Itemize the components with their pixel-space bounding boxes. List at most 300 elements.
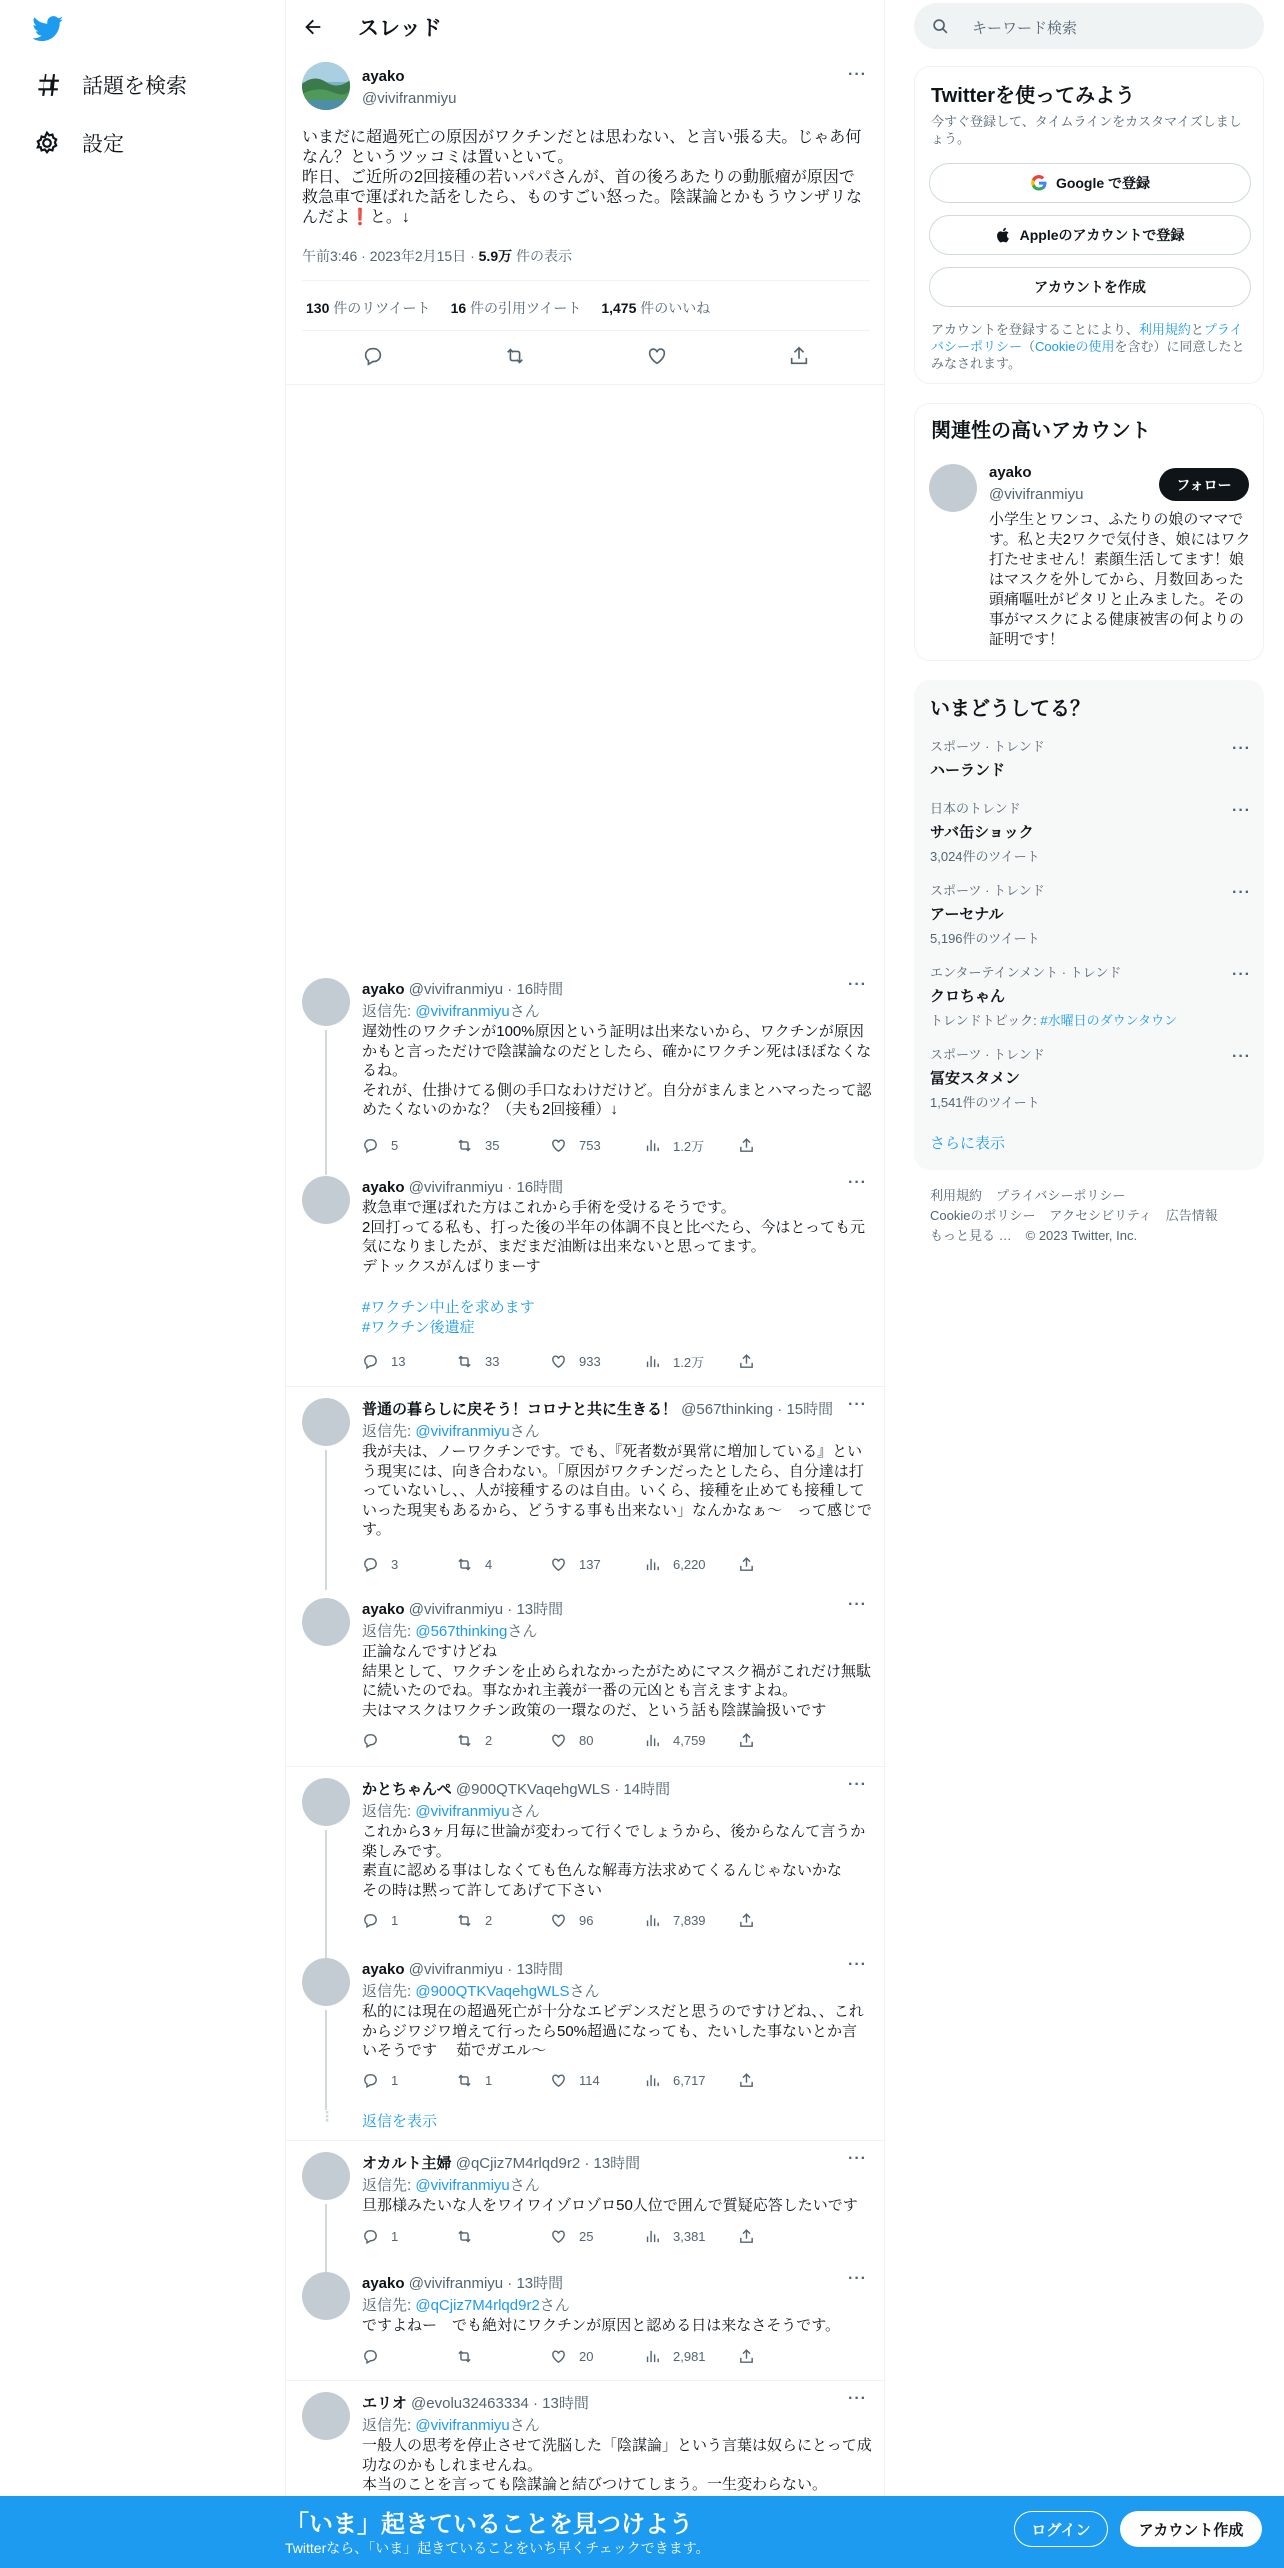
avatar[interactable] bbox=[302, 978, 350, 1026]
reply-actions bbox=[362, 2228, 832, 2245]
replying-to bbox=[362, 1420, 540, 1441]
reply-icon bbox=[362, 1353, 379, 1370]
likes-label: 件のいいね bbox=[636, 300, 711, 316]
like-count: 114 bbox=[579, 2073, 600, 2088]
divider bbox=[302, 330, 870, 331]
like-button[interactable] bbox=[550, 1136, 644, 1155]
reply-author-name[interactable]: エリオ bbox=[362, 2395, 407, 2412]
twitter-logo-icon[interactable] bbox=[32, 16, 64, 42]
main-column bbox=[285, 0, 885, 2568]
like-icon bbox=[550, 2348, 567, 2365]
more-icon[interactable]: ··· bbox=[848, 2150, 867, 2167]
trend-category: 日本のトレンド bbox=[930, 801, 1021, 816]
views-button[interactable] bbox=[644, 2348, 738, 2365]
replying-suffix: さん bbox=[539, 2297, 570, 2314]
views-button[interactable] bbox=[644, 2072, 738, 2089]
chart-icon bbox=[644, 2228, 661, 2245]
quotes-count: 16 bbox=[450, 300, 467, 316]
author-handle[interactable]: @vivifranmiyu bbox=[362, 90, 457, 107]
divider bbox=[286, 2140, 886, 2141]
replying-to-link[interactable]: @567thinking bbox=[415, 1623, 508, 1640]
reply-header bbox=[362, 1958, 563, 1979]
like-icon bbox=[550, 1137, 567, 1154]
reply-tweet[interactable] bbox=[286, 2392, 886, 2496]
reply-author-name[interactable]: ayako bbox=[362, 1961, 405, 1978]
privacy-link[interactable]: プライバシーポリシー bbox=[931, 322, 1243, 354]
reply-button[interactable] bbox=[362, 1912, 456, 1929]
trends-title: いまどうしてる？ bbox=[930, 698, 1090, 720]
share-icon bbox=[738, 2228, 755, 2245]
thread-header bbox=[286, 0, 884, 53]
like-icon[interactable] bbox=[646, 345, 668, 367]
avatar[interactable] bbox=[302, 2272, 350, 2320]
search-icon bbox=[932, 18, 949, 35]
reply-author-name[interactable]: かとちゃんぺ bbox=[362, 1781, 452, 1798]
quotes-label: 件の引用ツイート bbox=[466, 300, 582, 316]
retweet-count: 1 bbox=[485, 2073, 493, 2088]
reply-author-name[interactable]: 普通の暮らしに戻そう！コロナと共に生きる！ bbox=[362, 1401, 678, 1418]
avatar[interactable] bbox=[302, 1176, 350, 1224]
likes-count: 1,475 bbox=[601, 300, 637, 316]
likes-stat[interactable] bbox=[601, 298, 710, 318]
avatar[interactable] bbox=[302, 2392, 350, 2440]
reply-text: 旦那様みたいな人をワイワイゾロゾロ50人位で囲んで質疑応答したいです bbox=[362, 2197, 858, 2214]
replying-suffix: さん bbox=[507, 1623, 538, 1640]
reply-meta[interactable]: @evolu32463334 · 13時間 bbox=[406, 2395, 589, 2412]
chart-icon bbox=[644, 1353, 661, 1370]
like-icon bbox=[550, 1556, 567, 1573]
reply-meta[interactable]: @567thinking · 15時間 bbox=[677, 1401, 834, 1418]
share-button[interactable] bbox=[738, 1352, 832, 1371]
footer-link[interactable]: Cookieのポリシー bbox=[930, 1208, 1036, 1223]
apple-signup-button[interactable] bbox=[929, 215, 1251, 255]
signup-button[interactable]: アカウント作成 bbox=[1120, 2511, 1262, 2547]
trend-name: アーセナル bbox=[930, 906, 1004, 923]
reply-header bbox=[362, 2392, 589, 2413]
more-icon[interactable]: ··· bbox=[848, 1396, 867, 1413]
retweet-count: 2 bbox=[485, 1733, 493, 1748]
avatar[interactable] bbox=[302, 1778, 350, 1826]
terms-text: アカウントを登録することにより、 bbox=[931, 322, 1139, 337]
more-icon[interactable]: ··· bbox=[848, 1776, 867, 1793]
trend-category: スポーツ · トレンド bbox=[930, 739, 1045, 754]
reply-text: 遅効性のワクチンが100%原因という証明は出来ないから、ワクチンが原因かもと言っただけで陰謀論なのだとしたら、確かにワクチン死はほぼなくなるね。 それが、仕掛けてる側の手口なわけだけど。自分がまんまとハマったって認めたくないのかな？（夫も2回接種）↓ bbox=[362, 1023, 872, 1118]
share-icon bbox=[738, 2072, 755, 2089]
footer-link[interactable]: プライバシーポリシー bbox=[996, 1188, 1126, 1203]
like-button[interactable] bbox=[550, 2348, 644, 2365]
retweet-icon bbox=[456, 2228, 473, 2245]
reply-meta[interactable]: @vivifranmiyu · 13時間 bbox=[404, 2275, 564, 2292]
create-account-label: アカウントを作成 bbox=[1034, 279, 1146, 295]
view-count: 6,717 bbox=[673, 2073, 706, 2088]
replying-to bbox=[362, 1980, 600, 2001]
trend-item[interactable] bbox=[930, 880, 1250, 947]
views-count: 5.9万 bbox=[478, 248, 513, 264]
more-icon[interactable]: ··· bbox=[1232, 802, 1251, 819]
more-icon[interactable]: ··· bbox=[1232, 966, 1251, 983]
chart-icon bbox=[644, 1732, 661, 1749]
more-icon[interactable]: ··· bbox=[848, 66, 867, 83]
author-name[interactable]: ayako bbox=[362, 68, 405, 85]
reply-tweet[interactable] bbox=[286, 2272, 886, 2372]
reply-count: 1 bbox=[391, 1913, 399, 1928]
reply-tweet[interactable] bbox=[286, 1778, 886, 1938]
reply-button[interactable] bbox=[362, 2348, 456, 2365]
trend-topic-label: トレンドトピック: bbox=[930, 1013, 1041, 1028]
like-count: 753 bbox=[579, 1138, 601, 1153]
more-icon[interactable]: ··· bbox=[848, 2390, 867, 2407]
view-count: 4,759 bbox=[673, 1733, 706, 1748]
view-count: 6,220 bbox=[673, 1557, 706, 1572]
like-button[interactable] bbox=[550, 2228, 644, 2245]
trend-name: ハーランド bbox=[930, 762, 1006, 779]
replying-suffix: さん bbox=[509, 2417, 540, 2434]
avatar[interactable] bbox=[302, 1398, 350, 1446]
quotes-stat[interactable] bbox=[451, 298, 582, 318]
trend-count: 3,024件のツイート bbox=[930, 849, 1040, 864]
related-name[interactable]: ayako bbox=[989, 464, 1032, 481]
share-icon[interactable] bbox=[788, 345, 810, 367]
tweet-text: いまだに超過死亡の原因がワクチンだとは思わない、と言い張る夫。じゃあ何なん？というツッコミは置いといて。 昨日、ご近所の2回接種の若いパパさんが、首の後ろあたりの動脈瘤が原因で救急車で運ばれた話をしたら、ものすごい怒った。陰謀論とかもうウンザリなんだよ❗️と。↓ bbox=[302, 129, 863, 226]
reply-author-name[interactable]: ayako bbox=[362, 1179, 405, 1196]
tweet-stats bbox=[306, 298, 710, 318]
search-input[interactable]: キーワード検索 bbox=[972, 20, 1078, 37]
like-count: 20 bbox=[579, 2349, 594, 2364]
replying-label: 返信先: bbox=[362, 2297, 416, 2314]
footer-link[interactable]: 利用規約 bbox=[930, 1188, 983, 1203]
reply-meta[interactable]: @vivifranmiyu · 13時間 bbox=[404, 1601, 564, 1618]
reply-text: 一般人の思考を停止させて洗脳した「陰謀論」という言葉は奴らにとって成功なのかもしれませんね。 本当のことを言っても陰謀論と結びつけてしまう。一生変わらない。 bbox=[362, 2437, 872, 2493]
trend-category: スポーツ · トレンド bbox=[930, 883, 1045, 898]
replying-to bbox=[362, 2414, 540, 2435]
reply-icon bbox=[362, 1912, 379, 1929]
more-icon[interactable]: ··· bbox=[1232, 884, 1251, 901]
signup-card bbox=[914, 66, 1264, 384]
google-icon bbox=[1030, 174, 1048, 192]
retweet-icon bbox=[456, 1912, 473, 1929]
reply-author-name[interactable]: ayako bbox=[362, 1601, 405, 1618]
retweets-stat[interactable] bbox=[306, 298, 431, 318]
retweet-icon bbox=[456, 2072, 473, 2089]
bottom-bar-title: 「いま」起きていることを見つけよう bbox=[285, 2511, 693, 2538]
tweet-actions bbox=[302, 345, 870, 367]
reply-tweet[interactable] bbox=[286, 978, 886, 1168]
tweet-time[interactable]: 午前3:46 · 2023年2月15日 · bbox=[302, 248, 479, 264]
reply-icon bbox=[362, 2228, 379, 2245]
trend-count: 1,541件のツイート bbox=[930, 1095, 1040, 1110]
bottom-bar-subtitle: Twitterなら、「いま」起きていることをいち早くチェックできます。 bbox=[285, 2540, 710, 2556]
reply-count: 5 bbox=[391, 1138, 399, 1153]
replying-suffix: さん bbox=[509, 2177, 540, 2194]
like-icon bbox=[550, 1912, 567, 1929]
search-box[interactable] bbox=[914, 3, 1264, 49]
replying-suffix: さん bbox=[509, 1423, 540, 1440]
create-account-button[interactable] bbox=[929, 267, 1251, 307]
hashtags bbox=[362, 1298, 535, 1337]
replying-to-link[interactable]: @vivifranmiyu bbox=[415, 1423, 510, 1440]
replying-suffix: さん bbox=[569, 1983, 600, 2000]
gear-icon bbox=[34, 130, 60, 156]
replying-to-link[interactable]: @900QTKVaqehgWLS bbox=[415, 1983, 570, 2000]
like-count: 96 bbox=[579, 1913, 594, 1928]
replying-label: 返信先: bbox=[362, 1003, 416, 1020]
reply-text: 救急車で運ばれた方はこれから手術を受けるそうです。 2回打ってる私も、打った後の半年の体調不良と比べたら、今はとっても元気になりましたが、まだまだ油断は出来ないと思ってます。 デトックスがんばりまーす bbox=[362, 1199, 866, 1275]
login-button[interactable]: ログイン bbox=[1014, 2511, 1108, 2547]
reply-header bbox=[362, 978, 563, 999]
chart-icon bbox=[644, 1137, 661, 1154]
avatar[interactable] bbox=[929, 464, 977, 512]
like-icon bbox=[550, 2228, 567, 2245]
views-button[interactable] bbox=[644, 2228, 738, 2245]
left-nav bbox=[0, 0, 285, 2568]
replying-to bbox=[362, 2294, 570, 2315]
footer-link[interactable]: アクセシビリティ bbox=[1049, 1208, 1152, 1223]
replying-to-link[interactable]: @vivifranmiyu bbox=[415, 1803, 510, 1820]
share-button[interactable] bbox=[738, 1912, 832, 1929]
reply-text: ですよねー でも絶対にワクチンが原因と認める日は来なさそうです。 bbox=[362, 2317, 841, 2334]
retweet-button[interactable] bbox=[456, 2228, 550, 2245]
share-button[interactable] bbox=[738, 1556, 832, 1573]
footer-link[interactable]: 広告情報 bbox=[1165, 1208, 1218, 1223]
terms-text: と bbox=[1190, 322, 1204, 337]
reply-button[interactable] bbox=[362, 1556, 456, 1573]
avatar[interactable] bbox=[302, 2152, 350, 2200]
trend-item[interactable] bbox=[930, 736, 1250, 780]
view-count: 7,839 bbox=[673, 1913, 706, 1928]
more-icon[interactable]: ··· bbox=[1232, 740, 1251, 757]
replying-label: 返信先: bbox=[362, 1623, 416, 1640]
trend-category: スポーツ · トレンド bbox=[930, 1047, 1045, 1062]
reply-tweet[interactable] bbox=[286, 1598, 886, 1758]
avatar[interactable] bbox=[302, 1958, 350, 2006]
share-icon bbox=[738, 1912, 755, 1929]
avatar[interactable] bbox=[302, 1598, 350, 1646]
trend-name: 冨安スタメン bbox=[930, 1070, 1021, 1087]
chart-icon bbox=[644, 1912, 661, 1929]
reply-meta[interactable]: @vivifranmiyu · 16時間 bbox=[404, 981, 564, 998]
trend-topic bbox=[930, 1010, 1250, 1029]
hashtag-icon bbox=[34, 72, 60, 98]
nav-explore[interactable] bbox=[34, 70, 187, 100]
hashtag-link[interactable]: #ワクチン後遺症 bbox=[362, 1318, 475, 1336]
like-button[interactable] bbox=[550, 2072, 644, 2089]
reply-meta[interactable]: @900QTKVaqehgWLS · 14時間 bbox=[451, 1781, 671, 1798]
nav-settings[interactable] bbox=[34, 128, 124, 158]
share-button[interactable] bbox=[738, 2348, 832, 2365]
reply-actions bbox=[362, 1732, 832, 1749]
retweet-icon bbox=[456, 1732, 473, 1749]
trend-name: クロちゃん bbox=[930, 988, 1006, 1005]
terms-link[interactable]: 利用規約 bbox=[1138, 322, 1191, 337]
views-button[interactable] bbox=[644, 1556, 738, 1573]
share-button[interactable] bbox=[738, 2072, 832, 2089]
replying-label: 返信先: bbox=[362, 1803, 416, 1820]
reply-button[interactable] bbox=[362, 1352, 456, 1371]
apple-signup-label: Appleのアカウントで登録 bbox=[1019, 227, 1185, 243]
reply-author-name[interactable]: オカルト主婦 bbox=[362, 2155, 452, 2172]
like-count: 137 bbox=[579, 1557, 601, 1572]
more-icon[interactable]: ··· bbox=[848, 2270, 867, 2287]
chart-icon bbox=[644, 1556, 661, 1573]
reply-icon bbox=[362, 2348, 379, 2365]
trend-category: エンターテインメント · トレンド bbox=[930, 965, 1122, 980]
tweet-timestamp bbox=[302, 246, 572, 266]
reply-tweet[interactable] bbox=[286, 1398, 886, 1578]
share-icon bbox=[738, 2348, 755, 2365]
terms-notice bbox=[931, 321, 1251, 372]
share-icon bbox=[738, 1732, 755, 1749]
nav-settings-label: 設定 bbox=[82, 133, 124, 156]
related-handle[interactable]: @vivifranmiyu bbox=[989, 486, 1084, 503]
reply-tweet[interactable] bbox=[286, 2152, 886, 2252]
reply-text: 我が夫は、ノーワクチンです。でも、『死者数が異常に増加している』という現実には、向き合わない。「原因がワクチンだったとしたら、自分達は打っていないし、、人が接種するのは自由。いくら、接種を止めても接種していった現実もあるから、どうする事も出来ない」なんかなぁ〜 って感じです。 bbox=[362, 1443, 873, 1538]
replying-to-link[interactable]: @vivifranmiyu bbox=[415, 2417, 510, 2434]
more-icon[interactable]: ··· bbox=[848, 1174, 867, 1191]
related-bio: 小学生とワンコ、ふたりの娘のママです。私と夫2ワクで気付き、娘にはワク打たせません！素顔生活してます！娘はマスクを外してから、月数回あった頭痛嘔吐がピタリと止みました。その事がマスクによる健康被害の何よりの証明です！ bbox=[989, 511, 1251, 648]
reply-icon[interactable] bbox=[362, 345, 384, 367]
replying-to bbox=[362, 1800, 540, 1821]
share-button[interactable] bbox=[738, 1732, 832, 1749]
reply-tweet[interactable] bbox=[286, 1176, 886, 1376]
replying-to bbox=[362, 1000, 540, 1021]
views-button[interactable] bbox=[644, 1732, 738, 1749]
retweet-button[interactable] bbox=[456, 1556, 550, 1573]
retweet-button[interactable] bbox=[456, 2348, 550, 2365]
cookie-link[interactable]: Cookieの使用 bbox=[1035, 339, 1115, 354]
reply-header bbox=[362, 1598, 563, 1619]
reply-meta[interactable]: @vivifranmiyu · 16時間 bbox=[404, 1179, 564, 1196]
more-icon[interactable]: ··· bbox=[848, 976, 867, 993]
replying-to-link[interactable]: @vivifranmiyu bbox=[415, 2177, 510, 2194]
like-count: 25 bbox=[579, 2229, 594, 2244]
views-button[interactable] bbox=[644, 1912, 738, 1929]
like-button[interactable] bbox=[550, 1912, 644, 1929]
reply-icon bbox=[362, 1137, 379, 1154]
reply-button[interactable] bbox=[362, 2072, 456, 2089]
reply-icon bbox=[362, 1732, 379, 1749]
views-button[interactable] bbox=[644, 1136, 738, 1155]
view-count: 1.2万 bbox=[673, 1139, 705, 1154]
replying-to bbox=[362, 1620, 537, 1641]
reply-header bbox=[362, 1398, 833, 1419]
reply-count: 1 bbox=[391, 2229, 399, 2244]
reply-tweet[interactable] bbox=[286, 1958, 886, 2128]
replying-label: 返信先: bbox=[362, 1423, 416, 1440]
divider bbox=[286, 1386, 886, 1387]
views-button[interactable] bbox=[644, 1352, 738, 1371]
retweet-icon bbox=[456, 2348, 473, 2365]
signup-card-subtitle: 今すぐ登録して、タイムラインをカスタマイズしましょう。 bbox=[931, 114, 1242, 146]
signup-card-title: Twitterを使ってみよう bbox=[931, 85, 1136, 107]
reply-actions bbox=[362, 2348, 832, 2365]
trend-item[interactable] bbox=[930, 1044, 1250, 1111]
copyright: © 2023 Twitter, Inc. bbox=[1025, 1228, 1138, 1243]
back-arrow-icon[interactable] bbox=[302, 16, 324, 38]
retweet-count: 35 bbox=[485, 1138, 500, 1153]
reply-meta[interactable]: @vivifranmiyu · 13時間 bbox=[404, 1961, 564, 1978]
retweet-button[interactable] bbox=[456, 1352, 550, 1371]
reply-text: これから3ヶ月毎に世論が変わって行くでしょうから、後からなんて言うか楽しみです。 素直に認める事はしなくても色んな解毒方法求めてくるんじゃないかな その時は黙って許してあげて下さい bbox=[362, 1823, 866, 1899]
avatar[interactable] bbox=[302, 62, 350, 110]
retweet-count: 2 bbox=[485, 1913, 493, 1928]
like-icon bbox=[550, 2072, 567, 2089]
reply-actions bbox=[362, 2072, 832, 2089]
retweet-button[interactable] bbox=[456, 1136, 550, 1155]
reply-author-name[interactable]: ayako bbox=[362, 2275, 405, 2292]
google-signup-button[interactable] bbox=[929, 163, 1251, 203]
show-replies-link[interactable]: 返信を表示 bbox=[362, 2113, 438, 2130]
share-button[interactable] bbox=[738, 1136, 832, 1155]
divider bbox=[286, 1766, 886, 1767]
reply-header bbox=[362, 1778, 670, 1799]
replying-to-link[interactable]: @vivifranmiyu bbox=[415, 1003, 510, 1020]
reply-button[interactable] bbox=[362, 2228, 456, 2245]
trend-item[interactable] bbox=[930, 798, 1250, 865]
like-button[interactable] bbox=[550, 1556, 644, 1573]
chart-icon bbox=[644, 2348, 661, 2365]
more-icon[interactable]: ··· bbox=[848, 1956, 867, 1973]
share-icon bbox=[738, 1556, 755, 1573]
like-icon bbox=[550, 1732, 567, 1749]
reply-actions bbox=[362, 1136, 832, 1155]
reply-header bbox=[362, 1176, 563, 1197]
reply-author-name[interactable]: ayako bbox=[362, 981, 405, 998]
thread-dots: ⋮ bbox=[320, 2108, 334, 2124]
like-button[interactable] bbox=[550, 1352, 644, 1371]
replying-suffix: さん bbox=[509, 1003, 540, 1020]
reply-button[interactable] bbox=[362, 1136, 456, 1155]
retweet-button[interactable] bbox=[456, 1912, 550, 1929]
more-icon[interactable]: ··· bbox=[848, 1596, 867, 1613]
share-button[interactable] bbox=[738, 2228, 832, 2245]
like-count: 933 bbox=[579, 1354, 601, 1369]
more-icon[interactable]: ··· bbox=[1232, 1048, 1251, 1065]
reply-count: 13 bbox=[391, 1354, 406, 1369]
page-title: スレッド bbox=[358, 17, 442, 40]
google-signup-label: Google で登録 bbox=[1055, 175, 1151, 191]
retweet-button[interactable] bbox=[456, 2072, 550, 2089]
reply-icon bbox=[362, 1556, 379, 1573]
share-icon bbox=[738, 1137, 755, 1154]
show-more-link[interactable]: さらに表示 bbox=[930, 1135, 1006, 1152]
trend-name: サバ缶ショック bbox=[930, 824, 1034, 841]
like-icon bbox=[550, 1353, 567, 1370]
reply-actions bbox=[362, 1556, 832, 1573]
reply-meta[interactable]: @qCjiz7M4rlqd9r2 · 13時間 bbox=[451, 2155, 641, 2172]
footer-link[interactable]: もっと見る … bbox=[930, 1228, 1012, 1243]
follow-button[interactable]: フォロー bbox=[1159, 468, 1249, 501]
replying-to-link[interactable]: @qCjiz7M4rlqd9r2 bbox=[415, 2297, 540, 2314]
like-button[interactable] bbox=[550, 1732, 644, 1749]
view-count: 1.2万 bbox=[673, 1355, 705, 1370]
reply-text: 私的には現在の超過死亡が十分なエビデンスだと思うのですけどね、、これからジワジワ増えて行ったら50%超過になっても、たいした事ないとか言いそうです 茹でガエル〜 bbox=[362, 2003, 864, 2059]
share-icon bbox=[738, 1353, 755, 1370]
reply-actions bbox=[362, 1912, 832, 1929]
views-label: 件の表示 bbox=[512, 248, 572, 264]
trend-item[interactable] bbox=[930, 962, 1250, 1029]
hashtag-link[interactable]: #ワクチン中止を求めます bbox=[362, 1299, 535, 1316]
retweet-icon bbox=[456, 1137, 473, 1154]
media-placeholder bbox=[286, 384, 884, 974]
trend-topic-link[interactable]: #水曜日のダウンタウン bbox=[1040, 1013, 1178, 1028]
retweet-button[interactable] bbox=[456, 1732, 550, 1749]
retweet-icon[interactable] bbox=[504, 345, 526, 367]
divider bbox=[302, 280, 870, 281]
terms-text: を含む）に同意したとみなされます。 bbox=[931, 339, 1245, 371]
reply-button[interactable] bbox=[362, 1732, 456, 1749]
related-accounts-card bbox=[914, 403, 1264, 661]
chart-icon bbox=[644, 2072, 661, 2089]
